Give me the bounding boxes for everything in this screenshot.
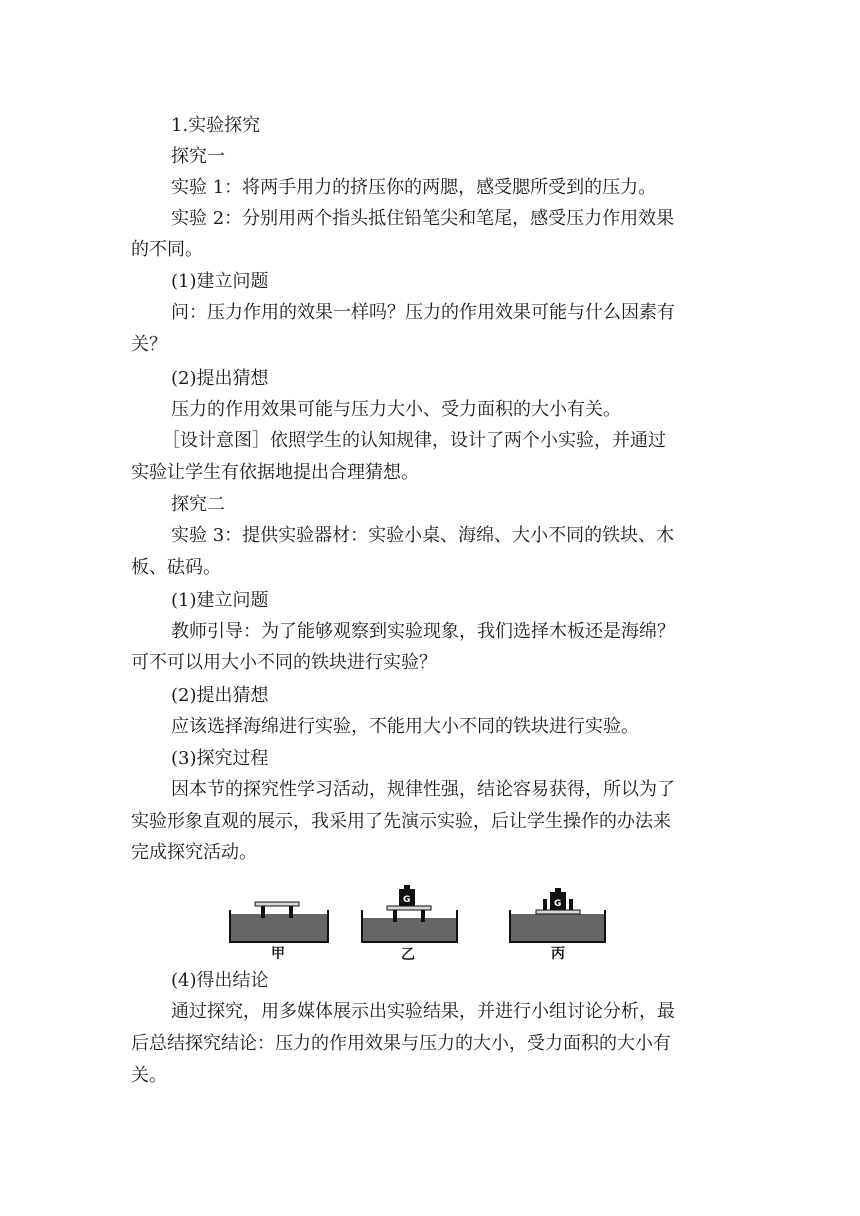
- small-table-top: [387, 906, 431, 910]
- paragraph-line: 教师引导：为了能够观察到实验现象，我们选择木板还是海绵？: [171, 621, 675, 642]
- step-heading: (4)得出结论: [171, 970, 269, 991]
- paragraph-line: 实验 2：分别用两个指头抵住铅笔尖和笔尾，感受压力作用效果: [171, 208, 675, 229]
- experiment-figure: [225, 882, 615, 962]
- step-heading: (2)提出猜想: [171, 685, 269, 706]
- paragraph-line: 完成探究活动。: [131, 842, 257, 863]
- step-heading: (3)探究过程: [171, 748, 269, 769]
- paragraph-line: 可不可以用大小不同的铁块进行实验？: [131, 652, 437, 673]
- table-leg: [393, 910, 397, 922]
- step-heading: (2)提出猜想: [171, 368, 269, 389]
- weight-label: G: [403, 895, 411, 905]
- paragraph-line: 实验 3：提供实验器材：实验小桌、海绵、大小不同的铁块、木: [171, 525, 675, 546]
- step-heading: (1)建立问题: [171, 590, 269, 611]
- table-leg: [543, 899, 547, 910]
- step-heading: (1)建立问题: [171, 271, 269, 292]
- paragraph-line: 应该选择海绵进行实验，不能用大小不同的铁块进行实验。: [171, 716, 639, 737]
- paragraph-line: 实验 1：将两手用力的挤压你的两腮，感受腮所受到的压力。: [171, 177, 657, 198]
- setup-bing: [510, 888, 605, 962]
- small-table-top: [255, 902, 299, 906]
- sponge: [230, 914, 328, 941]
- table-leg: [569, 899, 573, 910]
- setup-jia: [230, 902, 328, 962]
- table-leg: [289, 906, 293, 918]
- subheading-inquiry-2: 探究二: [171, 494, 225, 515]
- paragraph-line: 压力的作用效果可能与压力大小、受力面积的大小有关。: [171, 399, 621, 420]
- section-heading: 1.实验探究: [171, 115, 261, 136]
- paragraph-line: 通过探究，用多媒体展示出实验结果，并进行小组讨论分析，最: [171, 1001, 675, 1022]
- paragraph-line: ［设计意图］依照学生的认知规律，设计了两个小实验，并通过: [162, 430, 666, 451]
- paragraph-line: 关？: [131, 334, 167, 355]
- table-leg: [421, 910, 425, 922]
- small-table-top: [536, 910, 580, 914]
- subheading-inquiry-1: 探究一: [171, 146, 225, 167]
- paragraph-line: 关。: [131, 1065, 167, 1086]
- paragraph-line: 实验形象直观的展示，我采用了先演示实验，后让学生操作的办法来: [131, 811, 671, 832]
- paragraph-line: 后总结探究结论：压力的作用效果与压力的大小，受力面积的大小有: [131, 1033, 671, 1054]
- paragraph-line: 板、砝码。: [131, 557, 221, 578]
- weight-label: G: [554, 899, 562, 909]
- paragraph-line: 的不同。: [131, 239, 203, 260]
- sponge: [362, 918, 457, 941]
- sponge: [510, 914, 605, 941]
- table-leg: [261, 906, 265, 918]
- setup-yi: [362, 885, 457, 962]
- paragraph-line: 实验让学生有依据地提出合理猜想。: [131, 462, 419, 483]
- caption-bing: 丙: [551, 946, 565, 962]
- paragraph-line: 问：压力作用的效果一样吗？压力的作用效果可能与什么因素有: [171, 302, 675, 323]
- caption-jia: 甲: [271, 946, 285, 962]
- caption-yi: 乙: [401, 947, 415, 962]
- paragraph-line: 因本节的探究性学习活动，规律性强，结论容易获得，所以为了: [171, 779, 675, 800]
